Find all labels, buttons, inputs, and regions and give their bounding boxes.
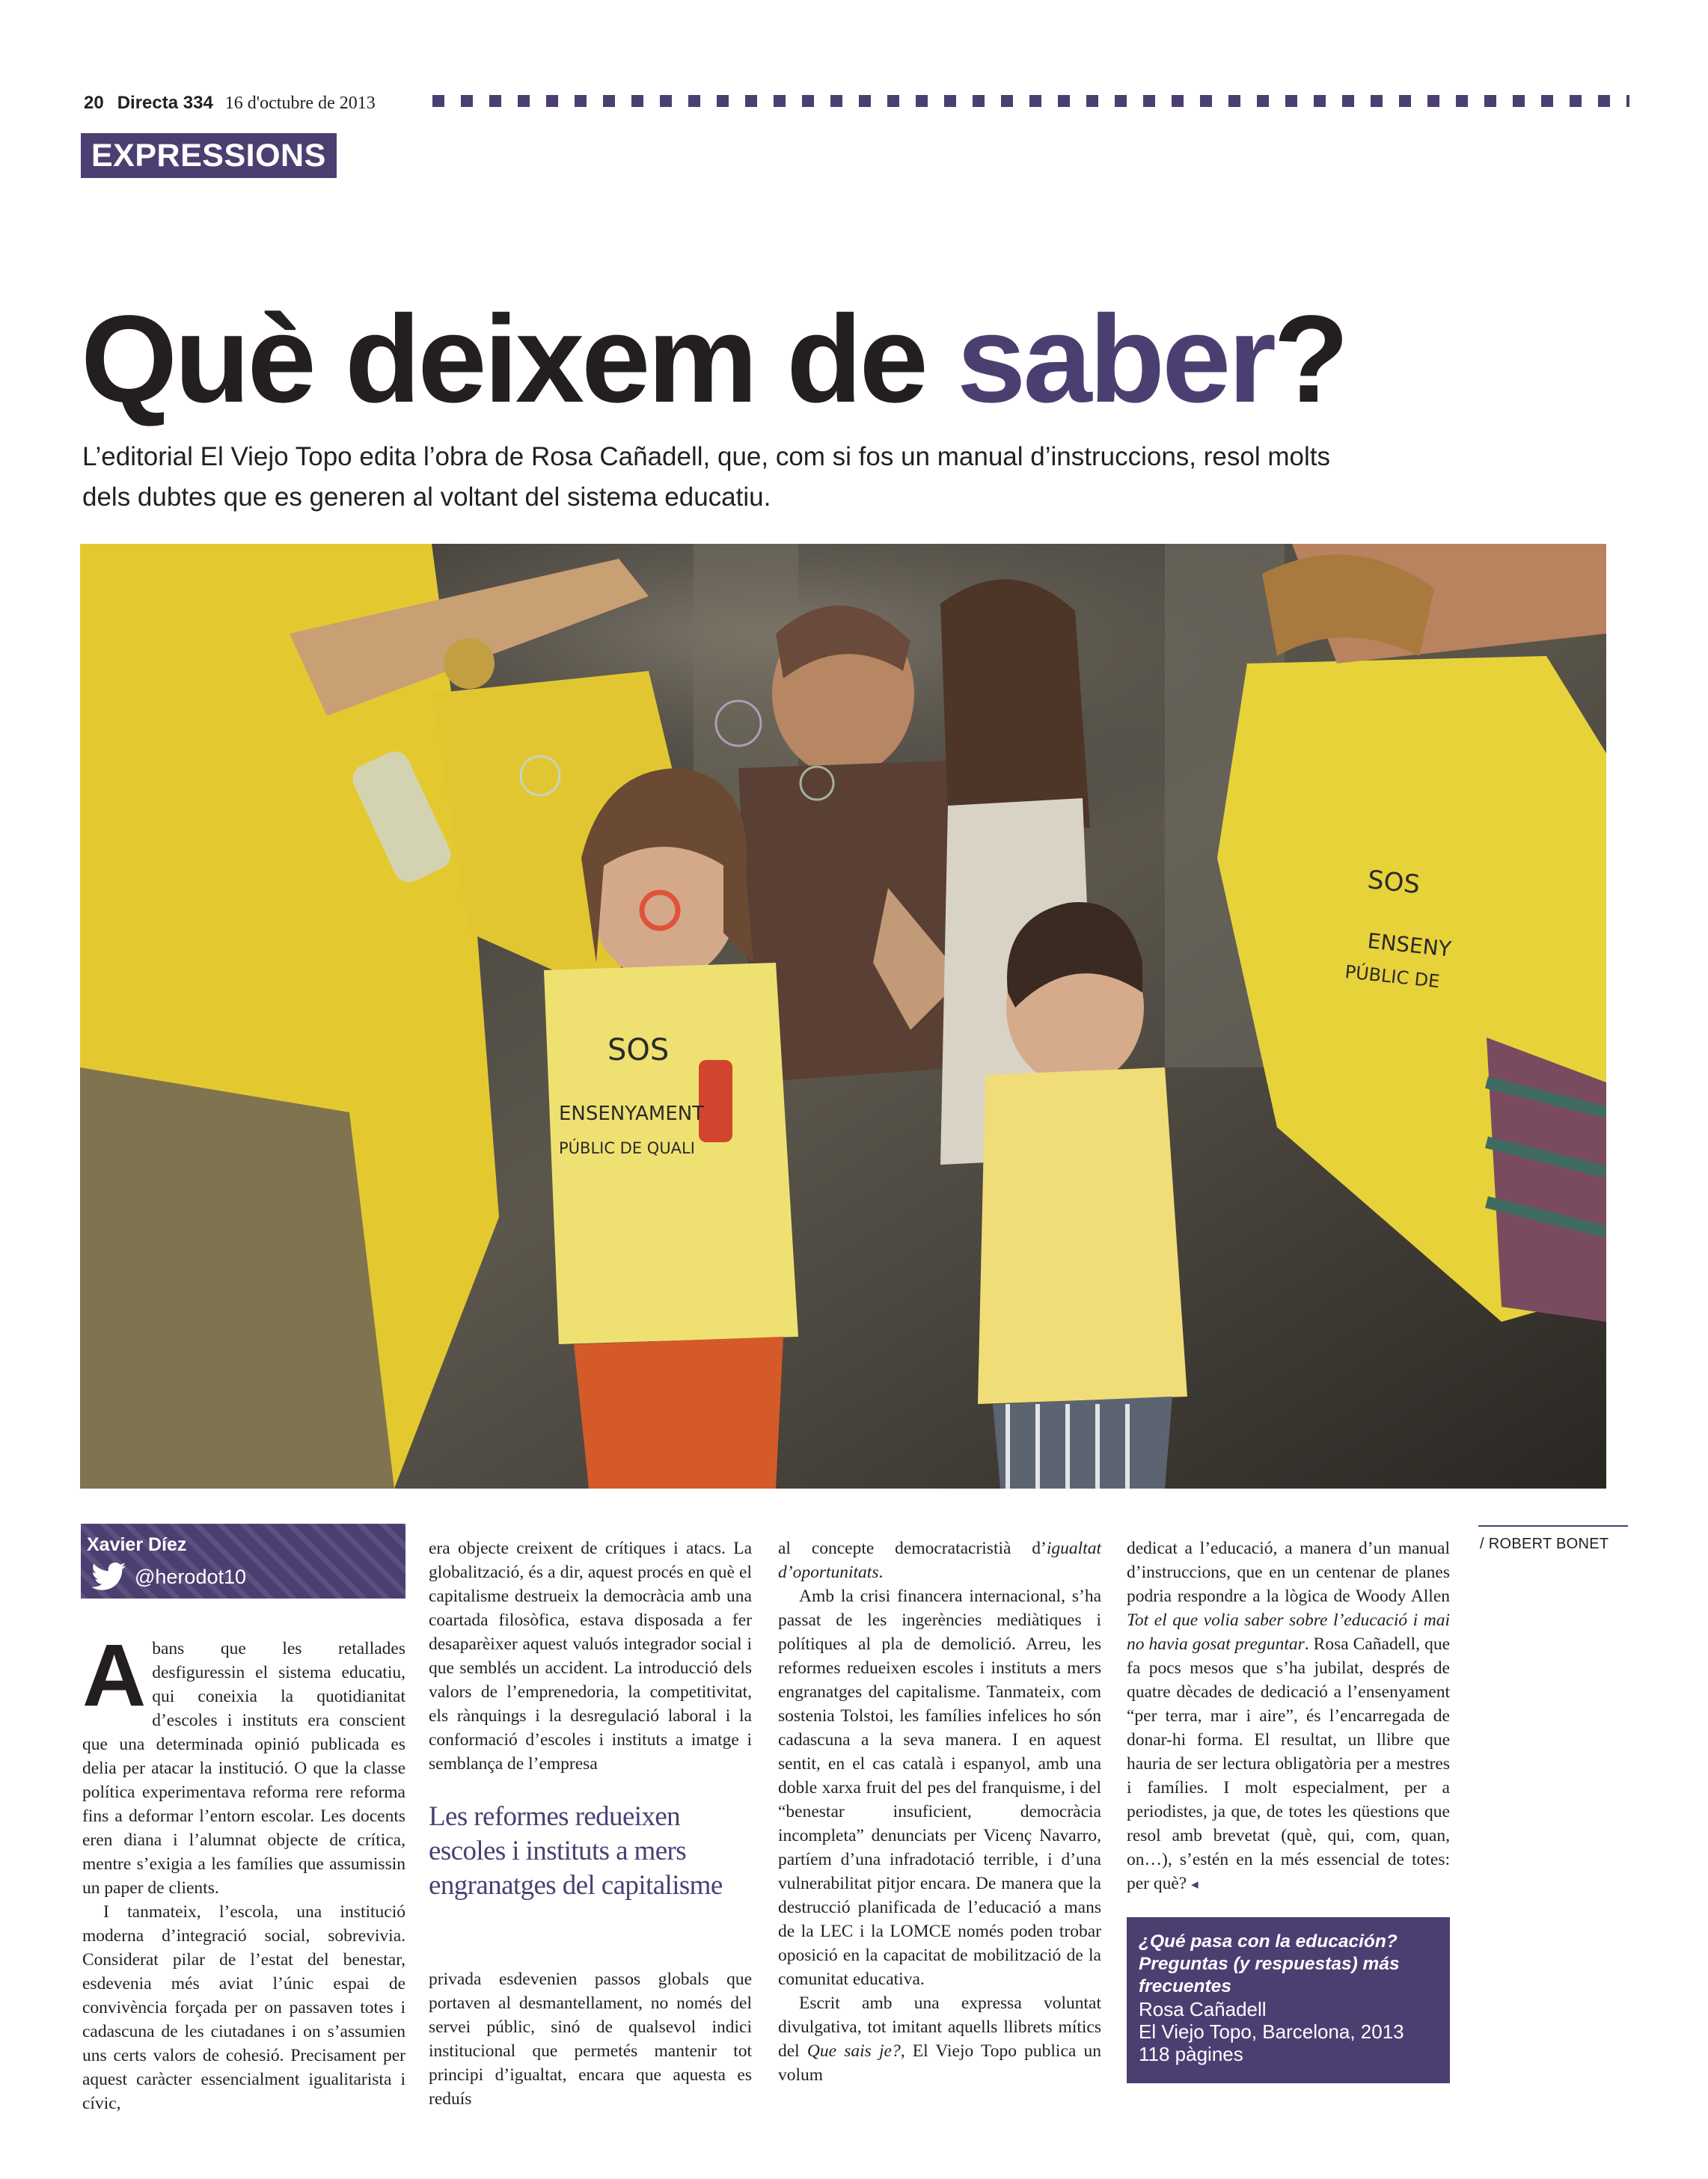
bubble-bottle <box>699 1060 732 1142</box>
photo-shirt-text-woman-2: ENSENY <box>1366 928 1453 962</box>
book-info-box <box>1127 1917 1450 2083</box>
photo-shirt-text-girl-2: ENSENYAMENT <box>559 1103 705 1125</box>
italic-phrase: Tot el que volia saber sobre l’educació i mai no havia gosat preguntar <box>1127 1611 1450 1654</box>
section-label: EXPRESSIONS <box>81 133 337 178</box>
photo-shirt-text-woman-1: SOS <box>1366 865 1421 901</box>
paragraph-text: . <box>878 1563 884 1582</box>
article-standfirst: L’editorial El Viejo Topo edita l’obra de Rosa Cañadell, que, com si fos un manual d’instruccions, resol molts dels dubtes que es generen al voltant del sistema educatiu. <box>82 442 1330 512</box>
title-question-mark: ? <box>1273 290 1347 429</box>
paragraph-2-continued: era objecte creixent de crítiques i atacs. La globalització, és a dir, aquest procés en què el capitalisme destrueix la democràcia amb una coartada filosòfica, estava disposada a fer desaparèixer aquest valuós integrador social i que semblés un accident. La introducció dels valors de l’emprenedoria, la competitivitat, els rànquings i la desregulació laboral i la conformació d’escoles i instituts a imatge i semblança de l’empresa <box>429 1539 752 1774</box>
page-folio <box>84 93 376 114</box>
paragraph-2: I tanmateix, l’escola, una institució moderna d’integració social, sobrevivia. Considerat pilar de l’estat del benestar, esdevenia més aviat l’únic espai de convivència forçada per on passaven totes i cadascuna de les ciutadanes i on s’assumien uns certs valors de cohesió. Precisament per aquest caràcter essencialment igualitarista i cívic, <box>82 1902 405 2113</box>
paragraph-text: . Rosa Cañadell, que fa pocs mesos que s’ha jubilat, després de quatre dècades de dedicació a l’ensenyament “per terra, mar i aire”, és l’encarregada de donar-hi forma. El resultat, un llibre que hauria de ser lectura obligatòria per a mestres i famílies. I molt especialment, per a periodistes, ja que, de totes les qüestions que resol amb brevetat (què, qui, com, quan, on…), s’estén en la més essencial de totes: per què? <box>1127 1634 1450 1893</box>
article-title <box>81 289 1346 431</box>
title-accent-word: saber <box>957 290 1273 429</box>
paragraph-1-text: bans que les retallades desfiguressin el sistema educatiu, qui coneixia la quotidianitat d’escoles i instituts era conscient que una determinada opinió publicada es delia per atacar la institució. O que la classe política experimentava reforma rere reforma fins a deformar l’entorn escolar. Les docents eren diana i l’alumnat objecte de crítica, mentre s’exigia a les famílies que assumissin un paper de clients. <box>82 1639 405 1898</box>
article-photo <box>80 544 1606 1489</box>
paragraph-2-end: privada esdevenien passos globals que portaven al desmantellament, no només del servei públic, sinó de qualsevol indici institucional que permetés mantenir tot principi d’igualtat, encara que aquesta es reduís <box>429 1970 752 2109</box>
article-column-2-bottom <box>429 1967 752 2111</box>
photo-shirt-text-girl-1: SOS <box>607 1033 670 1067</box>
paragraph-text: al concepte democratacristià d’ <box>778 1539 1047 1558</box>
book-author: Rosa Cañadell <box>1139 1998 1267 2020</box>
photo-shirt-text-girl-3: PÚBLIC DE QUALI <box>559 1139 695 1157</box>
paragraph-text: , El Viejo Topo publica un volum <box>778 2041 1101 2085</box>
photo-credit: / ROBERT BONET <box>1480 1536 1609 1552</box>
paragraph-4-continued <box>1127 1536 1450 1897</box>
article-column-1 <box>82 1626 405 2115</box>
paragraph-2-tail <box>778 1536 1101 1584</box>
article-column-3 <box>778 1536 1101 2087</box>
photo-shirt-text-woman-3: PÚBLIC DE <box>1344 961 1441 993</box>
book-publisher: El Viejo Topo, Barcelona, 2013 <box>1139 2020 1404 2043</box>
article-column-2 <box>429 1536 752 1776</box>
author-name: Xavier Díez <box>87 1534 187 1555</box>
photo-illustration <box>80 544 1606 1489</box>
article-column-4 <box>1127 1536 1450 1897</box>
italic-phrase: igualtat d’oportunitats <box>778 1539 1101 1582</box>
title-main: Què deixem de <box>81 290 958 429</box>
author-handle: @herodot10 <box>135 1566 247 1588</box>
twitter-bird-icon <box>91 1561 127 1591</box>
pull-quote: Les reformes redueixen escoles i instituts a mers engranatges del capitalisme <box>429 1801 723 1901</box>
author-byline <box>81 1524 405 1599</box>
drop-cap: A <box>82 1626 147 1725</box>
end-of-article-icon: ◂ <box>1191 1877 1199 1893</box>
publication-name: Directa 334 <box>117 93 213 113</box>
italic-phrase: Que sais je? <box>806 2041 901 2061</box>
paragraph-3: Amb la crisi financera internacional, s’ha passat de les ingerències mediàtiques i polítiques al pla de demolició. Arreu, les reformes redueixen escoles i instituts a mers engranatges del capitalisme. Tanmateix, com sostenia Tolstoi, les famílies infelices ho són cadascuna a la seva manera. I en aquest sentit, en el cas català i espanyol, amb una doble xarxa fruit del pes del franquisme, i del “benestar insuficient, democràcia incompleta” denunciats per Vicenç Navarro, partíem d’una infradotació terrible, i d’una vulnerabilitat pitjor encara. De manera que la destrucció planificada de l’educació a mans de la LEC i la LOMCE només poden trobar oposició en la capacitat de mobilització de la comunitat educativa. <box>778 1587 1101 1989</box>
header-dotted-rule <box>432 95 1629 107</box>
paragraph-4 <box>778 1991 1101 2087</box>
book-title: ¿Qué pasa con la educación? Preguntas (y respuestas) más frecuentes <box>1139 1931 1400 1996</box>
page-number: 20 <box>84 93 104 113</box>
issue-date: 16 d'octubre de 2013 <box>224 94 376 113</box>
book-pages: 118 pàgines <box>1139 2043 1243 2065</box>
paragraph-text: Escrit amb una expressa voluntat divulgativa, tot imitant aquells llibrets mítics del <box>778 1993 1101 2061</box>
paragraph-1 <box>82 1626 405 1900</box>
photo-credit-rule <box>1478 1525 1628 1527</box>
paragraph-text: dedicat a l’educació, a manera d’un manual d’instruccions, que en un centenar de planes podria respondre a la lògica de Woody Allen <box>1127 1539 1450 1606</box>
